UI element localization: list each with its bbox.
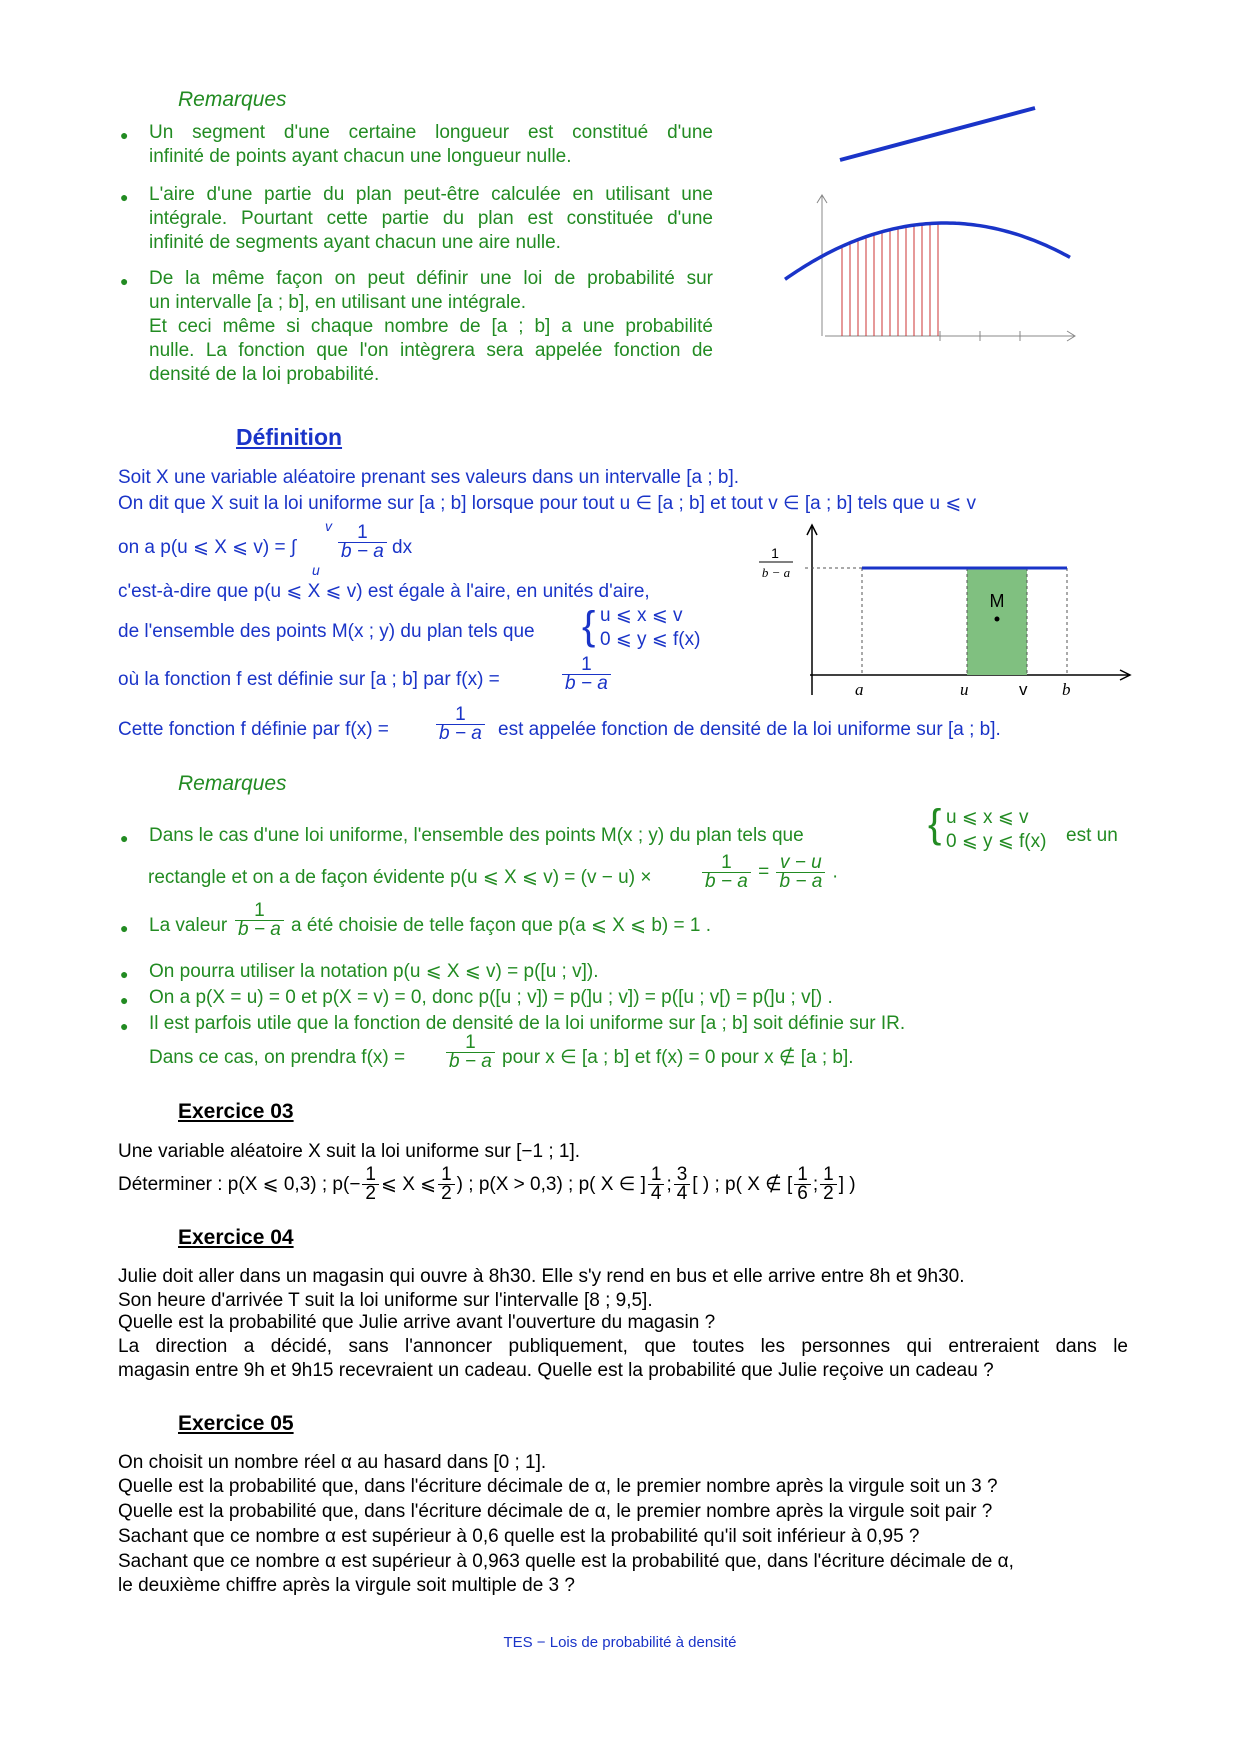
ex03-sep2: ; (812, 1174, 819, 1195)
remarks2-b3: On pourra utiliser la notation p(u ⩽ X ⩽ v) = p([u ; v]). (149, 961, 599, 982)
ex04-l1: Julie doit aller dans un magasin qui ouvre à 8h30. Elle s'y rend en bus et elle arrive entre 8h et 9h30. (118, 1266, 965, 1287)
y-label-num: 1 (771, 545, 779, 561)
remarks2-b6-frac (444, 1034, 497, 1071)
ex03-f6-den: 2 (823, 1183, 834, 1205)
ex03-f5-den: 6 (797, 1183, 808, 1205)
ex03-part-d: [ ) ; p( X ∉ [ (692, 1174, 793, 1195)
y-label-den: b − a (761, 565, 791, 580)
l6-frac-den: b − a (565, 673, 608, 694)
bullet-icon: ● (120, 127, 129, 143)
ex04-l4: La direction a décidé, sans l'annoncer publiquement, que toutes les personnes qui entreraient dans le (118, 1336, 1128, 1357)
r2-b6-den: b − a (449, 1051, 492, 1072)
definition-l6: où la fonction f est définie sur [a ; b] par f(x) = (118, 669, 500, 690)
r2-frac2-den: b − a (779, 871, 823, 892)
integral-dx: dx (392, 537, 413, 558)
ex04-title: Exercice 04 (178, 1226, 294, 1249)
integral-frac-den: b − a (341, 541, 384, 562)
point-m-label: M (989, 591, 1005, 611)
ex03-f2-den: 2 (441, 1183, 452, 1205)
ex03-l1: Une variable aléatoire X suit la loi uniforme sur [−1 ; 1]. (118, 1141, 581, 1162)
definition-integral-line (118, 536, 296, 560)
definition-l4: c'est-à-dire que p(u ⩽ X ⩽ v) est égale à l'aire, en unités d'aire, (118, 581, 650, 602)
integral-lower-bound: u (312, 562, 320, 578)
ex05-title: Exercice 05 (178, 1412, 294, 1435)
ex03-f4-num: 3 (674, 1166, 691, 1185)
system-brace: { (582, 604, 596, 648)
integral-fraction (336, 524, 389, 561)
ex05-l6: le deuxième chiffre après la virgule soit multiple de 3 ? (118, 1575, 575, 1596)
r2-eq: = (758, 861, 770, 883)
remarks2-b6-pre: Dans ce cas, on prendra f(x) = (149, 1047, 406, 1068)
segment-line (840, 108, 1035, 160)
definition-l6-fraction (560, 656, 613, 693)
remarks2-title: Remarques (178, 772, 287, 795)
ex03-sep1: ; (666, 1174, 672, 1195)
r2-end: . (832, 861, 838, 883)
ex03-part-e: ] ) (838, 1174, 856, 1195)
remarks2-brace: { (928, 802, 942, 846)
bullet-icon: ● (120, 966, 129, 982)
ex03-f1-num: 1 (362, 1166, 379, 1185)
ex03-part-a: Déterminer : p(X ⩽ 0,3) ; p(− (118, 1174, 361, 1195)
ex03-part-b: ⩽ X ⩽ (381, 1174, 437, 1195)
integral-illustration (780, 100, 1080, 350)
ex03-f3-den: 4 (650, 1183, 662, 1205)
ex05-l4: Sachant que ce nombre α est supérieur à 0,6 quelle est la probabilité qu'il soit inférieur à 0,95 ? (118, 1526, 920, 1547)
ex04-l5: magasin entre 9h et 9h15 recevraient un cadeau. Quelle est la probabilité que Julie reçoive un cadeau ? (118, 1360, 994, 1381)
remarks2-b6-post: pour x ∈ [a ; b] et f(x) = 0 pour x ∉ [a ; b]. (502, 1047, 854, 1068)
ex03-l2 (118, 1162, 856, 1208)
remarks1-title: Remarques (178, 88, 287, 111)
integral-upper-bound: v (325, 518, 332, 534)
system-line1: u ⩽ x ⩽ v (600, 605, 683, 626)
ex05-l5: Sachant que ce nombre α est supérieur à 0,963 quelle est la probabilité que, dans l'écriture décimale de α, (118, 1551, 1014, 1572)
remarks2-b4: On a p(X = u) = 0 et p(X = v) = 0, donc p([u ; v]) = p(]u ; v]) = p([u ; v[) = p(]u ; v[) . (149, 987, 833, 1008)
definition-title: Définition (236, 424, 343, 450)
page-footer: TES − Lois de probabilité à densité (503, 1634, 737, 1651)
r2-frac1-den: b − a (705, 871, 748, 892)
remarks2-b1-l1: Dans le cas d'une loi uniforme, l'ensemble des points M(x ; y) du plan tels que (149, 825, 804, 846)
remarks2-sys1: u ⩽ x ⩽ v (946, 807, 1029, 828)
ex03-f5-num: 1 (794, 1166, 811, 1185)
definition-l2: On dit que X suit la loi uniforme sur [a ; b] lorsque pour tout u ∈ [a ; b] et tout v ∈ [a ; b] tels que u ⩽ v (118, 493, 977, 514)
ex03-f1-den: 2 (365, 1183, 376, 1205)
definition-l1: Soit X une variable aléatoire prenant ses valeurs dans un intervalle [a ; b]. (118, 467, 740, 488)
l7-frac-num: 1 (436, 706, 485, 725)
remarks1-b2-l3: infinité de segments ayant chacun une aire nulle. (149, 232, 561, 253)
remarks2-b2-post: a été choisie de telle façon que p(a ⩽ X ⩽ b) = 1 . (291, 915, 712, 936)
remarks2-b2-frac (233, 902, 286, 939)
remarks1-b2-l2: intégrale. Pourtant cette partie du plan est constituée d'une (149, 208, 713, 229)
r2-b2-num: 1 (235, 902, 284, 921)
point-m (995, 617, 1000, 622)
remarks2-b1-l2: rectangle et on a de façon évidente p(u ⩽ X ⩽ v) = (v − u) × (148, 867, 652, 888)
ex04-l3: Quelle est la probabilité que Julie arrive avant l'ouverture du magasin ? (118, 1312, 716, 1333)
ex03-f4-den: 4 (676, 1183, 688, 1205)
system-line2: 0 ⩽ y ⩽ f(x) (600, 629, 701, 650)
tick-b: b (1062, 680, 1071, 699)
bullet-icon: ● (120, 992, 129, 1008)
ex05-l3: Quelle est la probabilité que, dans l'écriture décimale de α, le premier nombre après la virgule soit pair ? (118, 1501, 993, 1522)
integral-pre: on a p(u ⩽ X ⩽ v) = ∫ (118, 537, 297, 558)
l7-frac-den: b − a (439, 723, 482, 744)
density-curve (785, 223, 1070, 279)
remarks1-b2-l1: L'aire d'une partie du plan peut-être calculée en utilisant une (149, 184, 713, 205)
bullet-icon: ● (120, 920, 129, 936)
ex05-l1: On choisit un nombre réel α au hasard dans [0 ; 1]. (118, 1452, 547, 1473)
remarks1-b1-l1: Un segment d'une certaine longueur est constitué d'une (149, 122, 713, 143)
remarks1-b3-l1: De la même façon on peut définir une loi de probabilité sur (149, 268, 713, 289)
ex04-l2: Son heure d'arrivée T suit la loi uniforme sur l'intervalle [8 ; 9,5]. (118, 1290, 653, 1311)
r2-frac2-num: v − u (776, 854, 825, 873)
bullet-icon: ● (120, 273, 129, 289)
remarks1-b3-l2: un intervalle [a ; b], en utilisant une intégrale. (149, 292, 527, 313)
remarks2-b1-tail: est un (1066, 825, 1118, 846)
bullet-icon: ● (120, 1018, 129, 1034)
uniform-density-graph (755, 520, 1135, 700)
integral-frac-num: 1 (338, 524, 387, 543)
tick-a: a (855, 680, 864, 699)
definition-l7: Cette fonction f définie par f(x) = (118, 719, 389, 740)
remarks1-b3-l4: nulle. La fonction que l'on intègrera sera appelée fonction de (149, 340, 713, 361)
r2-b2-den: b − a (238, 919, 281, 940)
remarks1-b3-l3: Et ceci même si chaque nombre de [a ; b] a une probabilité (149, 316, 713, 337)
ex03-f2-num: 1 (438, 1166, 455, 1185)
ex03-f3-num: 1 (648, 1166, 665, 1185)
remarks1-b1-l2: infinité de points ayant chacun une longueur nulle. (149, 146, 572, 167)
l6-frac-num: 1 (562, 656, 611, 675)
remarks2-sys2: 0 ⩽ y ⩽ f(x) (946, 831, 1047, 852)
r2-b6-num: 1 (446, 1034, 495, 1053)
ex05-l2: Quelle est la probabilité que, dans l'écriture décimale de α, le premier nombre après la virgule soit un 3 ? (118, 1476, 998, 1497)
bullet-icon: ● (120, 830, 129, 846)
definition-l7-post: est appelée fonction de densité de la loi uniforme sur [a ; b]. (498, 719, 1001, 740)
definition-l5: de l'ensemble des points M(x ; y) du plan tels que (118, 621, 535, 642)
ex03-title: Exercice 03 (178, 1100, 294, 1123)
remarks1-b3-l5: densité de la loi probabilité. (149, 364, 380, 385)
tick-v: v (1019, 680, 1028, 699)
tick-u: u (960, 680, 969, 699)
r2-frac1-num: 1 (702, 854, 751, 873)
ex03-part-c: ) ; p(X > 0,3) ; p( X ∈ ] (456, 1174, 646, 1195)
remarks2-frac-group (700, 854, 838, 891)
remarks2-b5: Il est parfois utile que la fonction de densité de la loi uniforme sur [a ; b] soit définie sur IR. (149, 1013, 906, 1034)
bullet-icon: ● (120, 189, 129, 205)
definition-l7-fraction (434, 706, 487, 743)
remarks2-b2-pre: La valeur (149, 915, 228, 936)
ex03-f6-num: 1 (820, 1166, 837, 1185)
